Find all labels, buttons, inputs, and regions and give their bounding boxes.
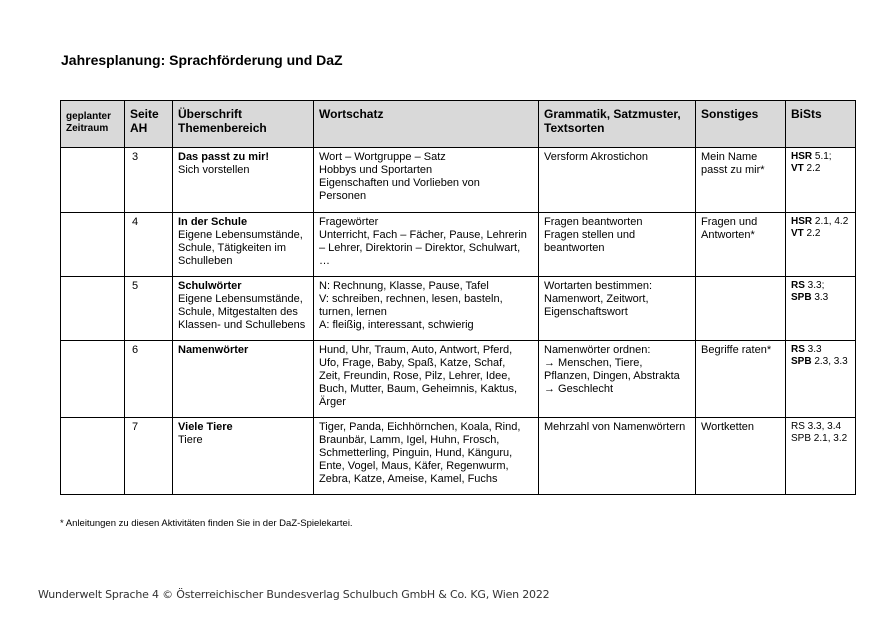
column-header-text: BiSts — [791, 107, 822, 121]
page-footer: Wunderwelt Sprache 4 © Österreichischer Bundesverlag Schulbuch GmbH & Co. KG, Wien 2022 — [38, 588, 550, 601]
cell-bists — [786, 418, 856, 495]
wortschatz-line: Unterricht, Fach – Fächer, Pause, Lehrerin — [319, 229, 527, 241]
cell-grammatik — [539, 341, 696, 418]
column-header-grammatik — [539, 101, 696, 148]
bists-line — [791, 433, 850, 445]
column-header-text: geplanter — [66, 111, 112, 122]
bists-value: 3.3 — [811, 292, 829, 303]
wortschatz-line: Fragewörter — [319, 216, 379, 228]
topic-title: Das passt zu mir! — [178, 151, 270, 163]
sonstiges-line: Antworten* — [701, 229, 755, 241]
cell-ueberschrift — [173, 148, 314, 213]
bists-key: SPB — [791, 292, 812, 303]
cell-zeitraum — [61, 148, 125, 213]
cell-wortschatz — [314, 341, 539, 418]
bists-value: 3.3 — [804, 344, 822, 355]
bists-value: 2.2 — [803, 163, 821, 174]
column-header-wortschatz — [314, 101, 539, 148]
bists-key: SPB — [791, 433, 812, 444]
cell-seite: 6 — [125, 341, 173, 418]
sonstiges-line: Mein Name — [701, 151, 758, 163]
bists-value: 2.1, 3.2 — [811, 433, 848, 444]
cell-ueberschrift — [173, 341, 314, 418]
cell-bists — [786, 213, 856, 277]
grammatik-line: Fragen beantworten — [544, 216, 643, 228]
cell-ueberschrift — [173, 418, 314, 495]
wortschatz-line: Braunbär, Lamm, Igel, Huhn, Frosch, — [319, 434, 500, 446]
cell-sonstiges — [696, 277, 786, 341]
wortschatz-line: V: schreiben, rechnen, lesen, basteln, — [319, 293, 503, 305]
column-header-text: Textsorten — [544, 121, 605, 135]
topic-subtitle-line: Schule, Mitgestalten des — [178, 306, 298, 318]
bists-value: 2.2 — [803, 228, 821, 239]
column-header-text: Themenbereich — [178, 121, 267, 135]
bists-line — [791, 163, 850, 175]
planning-table — [60, 100, 856, 495]
wortschatz-line: Schmetterling, Pinguin, Hund, Känguru, — [319, 447, 513, 459]
grammatik-line: Versform Akrostichon — [544, 151, 648, 163]
topic-subtitle-line: Tiere — [178, 434, 203, 446]
cell-sonstiges — [696, 213, 786, 277]
bists-key: HSR — [791, 151, 813, 162]
sonstiges-line: Wortketten — [701, 421, 754, 433]
grammatik-line: Eigenschaftswort — [544, 306, 628, 318]
table-row — [61, 148, 856, 213]
column-header-text: Seite — [130, 107, 159, 121]
bists-line — [791, 280, 850, 292]
wortschatz-line: Hund, Uhr, Traum, Auto, Antwort, Pferd, — [319, 344, 513, 356]
grammatik-line: → Menschen, Tiere, — [544, 357, 643, 369]
bists-line — [791, 356, 850, 368]
sonstiges-line: passt zu mir* — [701, 164, 765, 176]
cell-sonstiges — [696, 418, 786, 495]
sonstiges-line: Begriffe raten* — [701, 344, 772, 356]
wortschatz-line: Zeit, Freundin, Rose, Pilz, Lehrer, Idee, — [319, 370, 511, 382]
wortschatz-line: Personen — [319, 190, 367, 202]
wortschatz-line: Buch, Mutter, Baum, Geheimnis, Kaktus, — [319, 383, 518, 395]
cell-seite: 3 — [125, 148, 173, 213]
cell-zeitraum — [61, 341, 125, 418]
topic-subtitle-line: Klassen- und Schullebens — [178, 319, 306, 331]
bists-line — [791, 421, 850, 433]
topic-title: Schulwörter — [178, 280, 242, 292]
cell-bists — [786, 341, 856, 418]
wortschatz-line: Ufo, Frage, Baby, Spaß, Katze, Schaf, — [319, 357, 506, 369]
topic-subtitle-line: Eigene Lebensumstände, — [178, 229, 303, 241]
wortschatz-line: – Lehrer, Direktorin – Direktor, Schulwart, — [319, 242, 521, 254]
column-header-text: Überschrift — [178, 107, 243, 121]
bists-line — [791, 216, 850, 228]
cell-wortschatz — [314, 277, 539, 341]
wortschatz-line: Zebra, Katze, Ameise, Kamel, Fuchs — [319, 473, 498, 485]
cell-seite: 4 — [125, 213, 173, 277]
table-row — [61, 213, 856, 277]
column-header-ueberschrift — [173, 101, 314, 148]
grammatik-line: Mehrzahl von Namenwörtern — [544, 421, 686, 433]
wortschatz-line: Hobbys und Sportarten — [319, 164, 433, 176]
cell-bists — [786, 277, 856, 341]
bists-value: 2.3, 3.3 — [811, 356, 848, 367]
bists-key: VT — [791, 163, 804, 174]
bists-key: RS — [791, 280, 805, 291]
column-header-text: Zeitraum — [66, 123, 109, 134]
wortschatz-line: Wort – Wortgruppe – Satz — [319, 151, 446, 163]
topic-title: In der Schule — [178, 216, 248, 228]
grammatik-line: Pflanzen, Dingen, Abstrakta — [544, 370, 680, 382]
wortschatz-line: N: Rechnung, Klasse, Pause, Tafel — [319, 280, 489, 292]
bists-value: 3.3, 3.4 — [804, 421, 842, 432]
bists-value: 3.3; — [804, 280, 825, 291]
wortschatz-line: Tiger, Panda, Eichhörnchen, Koala, Rind, — [319, 421, 521, 433]
footnote: * Anleitungen zu diesen Aktivitäten finden Sie in der DaZ-Spielekartei. — [60, 518, 353, 529]
wortschatz-line: Ente, Vogel, Maus, Käfer, Regenwurm, — [319, 460, 509, 472]
cell-grammatik — [539, 418, 696, 495]
wortschatz-line: turnen, lernen — [319, 306, 387, 318]
wortschatz-line: Eigenschaften und Vorlieben von — [319, 177, 480, 189]
topic-title: Namenwörter — [178, 344, 249, 356]
cell-sonstiges — [696, 148, 786, 213]
cell-bists — [786, 148, 856, 213]
column-header-bists — [786, 101, 856, 148]
cell-ueberschrift — [173, 277, 314, 341]
table-body — [61, 148, 856, 495]
cell-zeitraum — [61, 213, 125, 277]
grammatik-line: → Geschlecht — [544, 383, 614, 395]
bists-value: 5.1; — [812, 151, 832, 162]
bists-line — [791, 151, 850, 163]
topic-subtitle-line: Sich vorstellen — [178, 164, 250, 176]
table-header-row — [61, 101, 856, 148]
cell-wortschatz — [314, 418, 539, 495]
cell-grammatik — [539, 213, 696, 277]
cell-wortschatz — [314, 148, 539, 213]
topic-subtitle-line: Eigene Lebensumstände, — [178, 293, 303, 305]
bists-key: RS — [791, 344, 805, 355]
bists-value: 2.1, 4.2 — [812, 216, 849, 227]
cell-wortschatz — [314, 213, 539, 277]
grammatik-line: Namenwort, Zeitwort, — [544, 293, 649, 305]
column-header-text: Grammatik, Satzmuster, — [544, 107, 681, 121]
sonstiges-line: Fragen und — [701, 216, 758, 228]
wortschatz-line: A: fleißig, interessant, schwierig — [319, 319, 474, 331]
column-header-text: Sonstiges — [701, 107, 759, 121]
grammatik-line: Fragen stellen und — [544, 229, 636, 241]
grammatik-line: Namenwörter ordnen: — [544, 344, 651, 356]
wortschatz-line: Ärger — [319, 396, 346, 408]
table-row — [61, 277, 856, 341]
cell-seite: 5 — [125, 277, 173, 341]
table-row — [61, 341, 856, 418]
cell-seite: 7 — [125, 418, 173, 495]
column-header-sonstiges — [696, 101, 786, 148]
column-header-text: Wortschatz — [319, 107, 384, 121]
bists-key: SPB — [791, 356, 812, 367]
wortschatz-line: … — [319, 255, 330, 267]
bists-line — [791, 228, 850, 240]
bists-line — [791, 344, 850, 356]
column-header-seite — [125, 101, 173, 148]
table-row — [61, 418, 856, 495]
grammatik-line: beantworten — [544, 242, 605, 254]
page-title: Jahresplanung: Sprachförderung und DaZ — [61, 52, 343, 68]
cell-grammatik — [539, 148, 696, 213]
cell-sonstiges — [696, 341, 786, 418]
cell-grammatik — [539, 277, 696, 341]
bists-key: VT — [791, 228, 804, 239]
cell-zeitraum — [61, 418, 125, 495]
cell-zeitraum — [61, 277, 125, 341]
column-header-zeitraum — [61, 101, 125, 148]
topic-subtitle-line: Schulleben — [178, 255, 233, 267]
bists-key: RS — [791, 421, 805, 432]
grammatik-line: Wortarten bestimmen: — [544, 280, 653, 292]
cell-ueberschrift — [173, 213, 314, 277]
topic-title: Viele Tiere — [178, 421, 233, 433]
bists-key: HSR — [791, 216, 813, 227]
bists-line — [791, 292, 850, 304]
column-header-text: AH — [130, 121, 148, 135]
topic-subtitle-line: Schule, Tätigkeiten im — [178, 242, 287, 254]
